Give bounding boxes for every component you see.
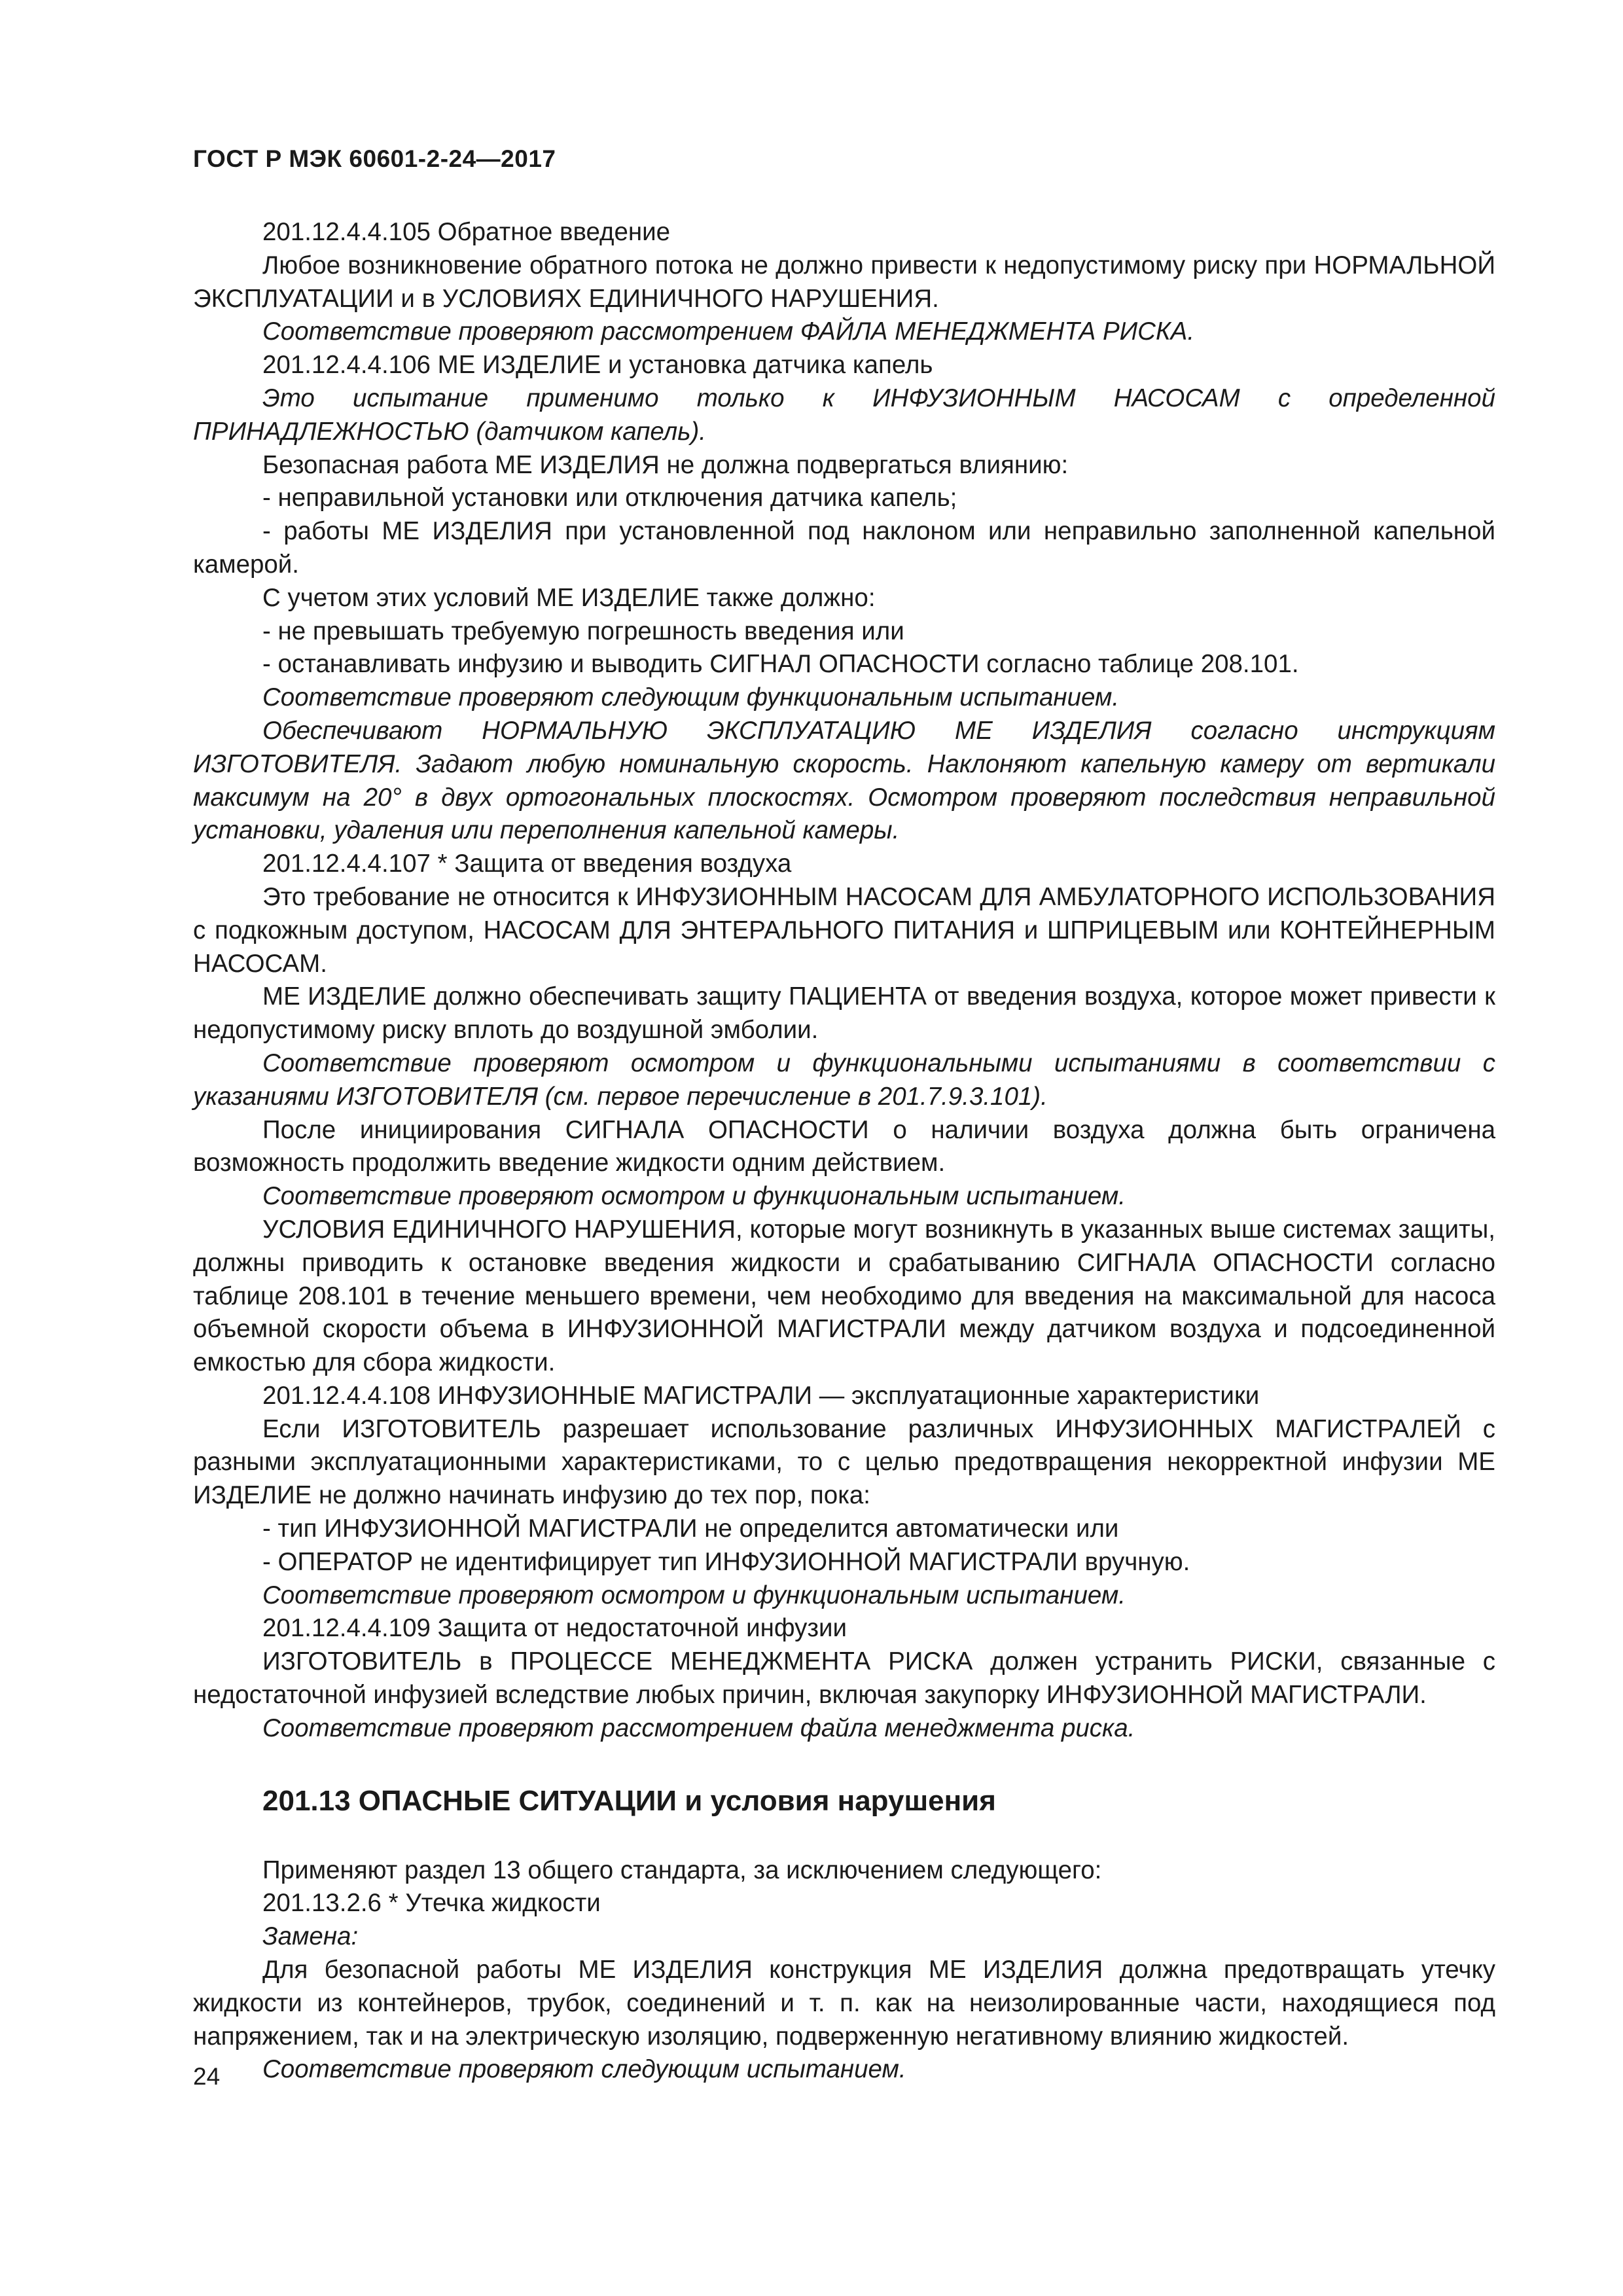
paragraphs-after-heading <box>193 1854 1495 2087</box>
paragraph: 201.12.4.4.109 Защита от недостаточной инфузии <box>262 1614 847 1643</box>
paragraph: 201.13.2.6 * Утечка жидкости <box>262 1889 601 1918</box>
paragraph: Любое возникновение обратного потока не должно привести к недопустимому риску при НОРМАЛЬНОЙ ЭКСПЛУАТАЦИИ и в УСЛОВИЯХ ЕДИНИЧНОГО НАРУШЕНИЯ. <box>193 251 1495 313</box>
paragraph: Соответствие проверяют следующим функциональным испытанием. <box>262 683 1120 712</box>
paragraph: Соответствие проверяют рассмотрением ФАЙЛА МЕНЕДЖМЕНТА РИСКА. <box>262 317 1195 346</box>
paragraph: Соответствие проверяют следующим испытанием. <box>262 2055 906 2084</box>
paragraph: - неправильной установки или отключения датчика капель; <box>262 484 957 512</box>
paragraph: МЕ ИЗДЕЛИЕ должно обеспечивать защиту ПАЦИЕНТА от введения воздуха, которое может привести к недопустимому риску вплоть до воздушной эмболии. <box>193 982 1495 1045</box>
paragraph: Безопасная работа МЕ ИЗДЕЛИЯ не должна подвергаться влиянию: <box>262 450 1069 479</box>
paragraph: Соответствие проверяют осмотром и функциональными испытаниями в соответствии с указаниями ИЗГОТОВИТЕЛЯ (см. первое перечисление в 201.7.9.3.101). <box>193 1049 1495 1111</box>
paragraph: После инициирования СИГНАЛА ОПАСНОСТИ о наличии воздуха должна быть ограничена возможность продолжить введение жидкости одним действием. <box>193 1115 1495 1177</box>
paragraph: Это требование не относится к ИНФУЗИОННЫМ НАСОСАМ ДЛЯ АМБУЛАТОРНОГО ИСПОЛЬЗОВАНИЯ с подкожным доступом, НАСОСАМ ДЛЯ ЭНТЕРАЛЬНОГО ПИТАНИЯ и ШПРИЦЕВЫМ или КОНТЕЙНЕРНЫМ НАСОСАМ. <box>193 882 1495 978</box>
paragraph: - ОПЕРАТОР не идентифицирует тип ИНФУЗИОННОЙ МАГИСТРАЛИ вручную. <box>262 1547 1190 1576</box>
paragraph: Обеспечивают НОРМАЛЬНУЮ ЭКСПЛУАТАЦИЮ МЕ ИЗДЕЛИЯ согласно инструкциям ИЗГОТОВИТЕЛЯ. Задают любую номинальную скорость. Наклоняют капельную камеру от вертикали максимум на 20° в двух ортогональных плоскостях. Осмотром проверяют последствия неправильной установки, удаления или переполнения капельной камеры. <box>193 716 1495 845</box>
paragraph: Для безопасной работы МЕ ИЗДЕЛИЯ конструкция МЕ ИЗДЕЛИЯ должна предотвращать утечку жидкости из контейнеров, трубок, соединений и т. п. как на неизолированные части, находящиеся под напряжением, так и на электрическую изоляцию, подверженную негативному влиянию жидкостей. <box>193 1956 1495 2051</box>
paragraph: Замена: <box>262 1922 359 1951</box>
document-body <box>193 216 1495 2087</box>
paragraph: - тип ИНФУЗИОННОЙ МАГИСТРАЛИ не определится автоматически или <box>262 1515 1119 1543</box>
paragraph: ИЗГОТОВИТЕЛЬ в ПРОЦЕССЕ МЕНЕДЖМЕНТА РИСКА должен устранить РИСКИ, связанные с недостаточной инфузией вследствие любых причин, включая закупорку ИНФУЗИОННОЙ МАГИСТРАЛИ. <box>193 1647 1495 1710</box>
paragraph: 201.12.4.4.106 МЕ ИЗДЕЛИЕ и установка датчика капель <box>262 351 933 380</box>
paragraph: - работы МЕ ИЗДЕЛИЯ при установленной под наклоном или неправильно заполненной капельной камерой. <box>193 517 1495 579</box>
paragraph: - не превышать требуемую погрешность введения или <box>262 617 904 645</box>
paragraph: 201.12.4.4.107 * Защита от введения воздуха <box>262 850 792 878</box>
paragraph: Соответствие проверяют осмотром и функциональным испытанием. <box>262 1182 1126 1211</box>
document-header: ГОСТ Р МЭК 60601-2-24—2017 <box>193 145 556 172</box>
page-number: 24 <box>193 2063 221 2090</box>
paragraph: С учетом этих условий МЕ ИЗДЕЛИЕ также должно: <box>262 583 876 612</box>
section-heading: 201.13 ОПАСНЫЕ СИТУАЦИИ и условия нарушения <box>262 1784 996 1817</box>
paragraph: Если ИЗГОТОВИТЕЛЬ разрешает использование различных ИНФУЗИОННЫХ МАГИСТРАЛЕЙ с разными эксплуатационными характеристиками, то с целью предотвращения некорректной инфузии МЕ ИЗДЕЛИЕ не должно начинать инфузию до тех пор, пока: <box>193 1414 1495 1510</box>
paragraph: Это испытание применимо только к ИНФУЗИОННЫМ НАСОСАМ с определенной ПРИНАДЛЕЖНОСТЬЮ (датчиком капель). <box>193 384 1495 446</box>
paragraph: Соответствие проверяют осмотром и функциональным испытанием. <box>262 1581 1126 1609</box>
paragraphs-before-heading <box>193 216 1495 1746</box>
paragraph: - останавливать инфузию и выводить СИГНАЛ ОПАСНОСТИ согласно таблице 208.101. <box>262 650 1299 679</box>
paragraph: 201.12.4.4.105 Обратное введение <box>262 218 671 246</box>
paragraph: Соответствие проверяют рассмотрением файла менеджмента риска. <box>262 1713 1135 1742</box>
paragraph: УСЛОВИЯ ЕДИНИЧНОГО НАРУШЕНИЯ, которые могут возникнуть в указанных выше системах защиты, должны приводить к остановке введения жидкости и срабатыванию СИГНАЛА ОПАСНОСТИ согласно таблице 208.101 в течение меньшего времени, чем необходимо для введения на максимальной для насоса объемной скорости объема в ИНФУЗИОННОЙ МАГИСТРАЛИ между датчиком воздуха и подсоединенной емкостью для сбора жидкости. <box>193 1215 1495 1377</box>
paragraph: Применяют раздел 13 общего стандарта, за исключением следующего: <box>262 1856 1102 1884</box>
paragraph: 201.12.4.4.108 ИНФУЗИОННЫЕ МАГИСТРАЛИ — эксплуатационные характеристики <box>262 1381 1260 1410</box>
